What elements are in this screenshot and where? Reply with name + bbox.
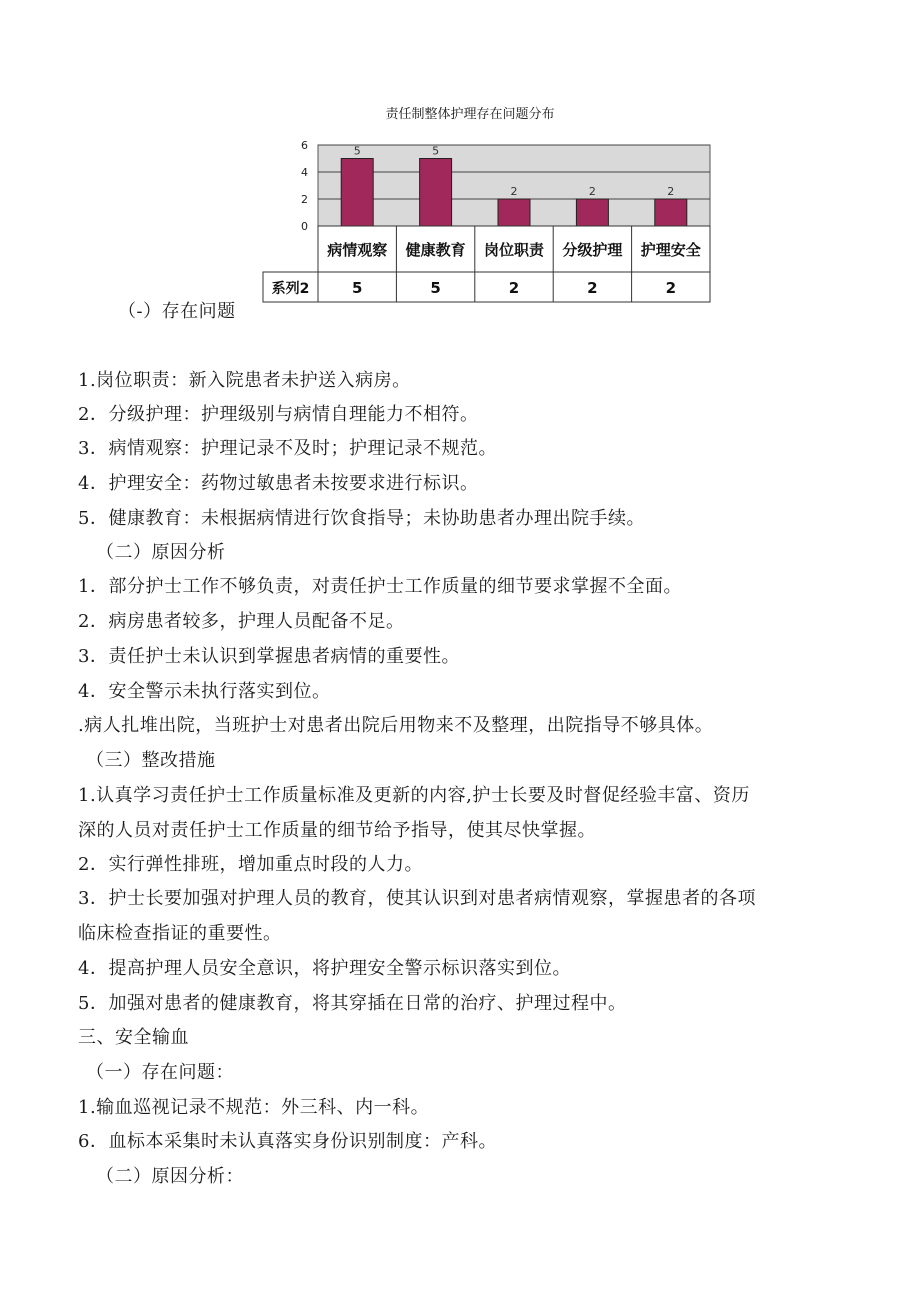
list-item: 2．实行弹性排班，增加重点时段的人力。 xyxy=(78,854,423,875)
table-value: 5 xyxy=(351,279,363,297)
list-item: 5．加强对患者的健康教育，将其穿插在日常的治疗、护理过程中。 xyxy=(78,993,627,1014)
list-item: .病人扎堆出院，当班护士对患者出院后用物来不及整理，出院指导不够具体。 xyxy=(78,715,714,736)
list-item: 4．安全警示未执行落实到位。 xyxy=(78,681,331,702)
list-item: 4．护理安全：药物过敏患者未按要求进行标识。 xyxy=(78,473,479,494)
list-item: 1.输血巡视记录不规范：外三科、内一科。 xyxy=(78,1097,430,1118)
list-item: 4．提高护理人员安全意识，将护理安全警示标识落实到位。 xyxy=(78,958,571,979)
list-item: 5．健康教育：未根据病情进行饮食指导；未协助患者办理出院手续。 xyxy=(78,508,645,529)
table-value: 2 xyxy=(587,279,598,297)
bar xyxy=(420,159,452,227)
series-name: 系列2 xyxy=(271,281,310,297)
list-item: 3．护士长要加强对护理人员的教育，使其认识到对患者病情观察，掌握患者的各项 xyxy=(78,888,756,909)
data-label: 2 xyxy=(510,185,518,198)
list-item: 1.岗位职责：新入院患者未护送入病房。 xyxy=(78,370,411,391)
list-item: 深的人员对责任护士工作质量的细节给予指导，使其尽快掌握。 xyxy=(78,820,596,841)
list-item: 1.认真学习责任护士工作质量标准及更新的内容,护士长要及时督促经验丰富、资历 xyxy=(78,785,750,806)
list-item: 6．血标本采集时未认真落实身份识别制度：产科。 xyxy=(78,1131,497,1152)
section-heading: （一）存在问题： xyxy=(86,1062,234,1083)
table-value: 2 xyxy=(665,279,677,297)
list-item: 3．责任护士未认识到掌握患者病情的重要性。 xyxy=(78,646,460,667)
table-value: 2 xyxy=(508,279,520,297)
chart-canvas xyxy=(260,95,712,307)
section-heading: （三）整改措施 xyxy=(86,750,216,771)
bar xyxy=(341,159,373,227)
y-tick-label: 4 xyxy=(301,166,308,179)
data-label: 2 xyxy=(667,185,675,198)
bar xyxy=(576,199,608,226)
x-category-label: 护理安全 xyxy=(640,241,701,259)
list-item: 1．部分护士工作不够负责，对责任护士工作质量的细节要求掌握不全面。 xyxy=(78,576,682,597)
table-value: 5 xyxy=(430,279,441,297)
section-heading: 三、安全输血 xyxy=(78,1027,189,1048)
x-category-label: 分级护理 xyxy=(562,241,623,259)
list-item: 2．病房患者较多，护理人员配备不足。 xyxy=(78,611,405,632)
list-item: 2．分级护理：护理级别与病情自理能力不相符。 xyxy=(78,404,479,425)
section-heading: （-）存在问题 xyxy=(118,301,236,322)
x-category-label: 岗位职责 xyxy=(483,241,545,259)
bar xyxy=(498,199,530,226)
list-item: 临床检查指证的重要性。 xyxy=(78,923,282,944)
y-tick-label: 2 xyxy=(301,193,308,206)
data-label: 5 xyxy=(353,144,361,158)
bar xyxy=(655,199,687,226)
x-category-label: 病情观察 xyxy=(327,241,388,259)
y-tick-label: 0 xyxy=(301,220,308,233)
y-tick-label: 6 xyxy=(301,139,308,152)
x-category-label: 健康教育 xyxy=(405,241,466,259)
list-item: 3．病情观察：护理记录不及时；护理记录不规范。 xyxy=(78,438,497,459)
bar-chart xyxy=(260,95,712,307)
data-label: 5 xyxy=(432,144,440,158)
section-heading: （二）原因分析： xyxy=(96,1166,244,1187)
chart-title: 责任制整体护理存在问题分布 xyxy=(385,107,555,122)
data-label: 2 xyxy=(588,185,596,198)
section-heading: （二）原因分析 xyxy=(96,542,226,563)
